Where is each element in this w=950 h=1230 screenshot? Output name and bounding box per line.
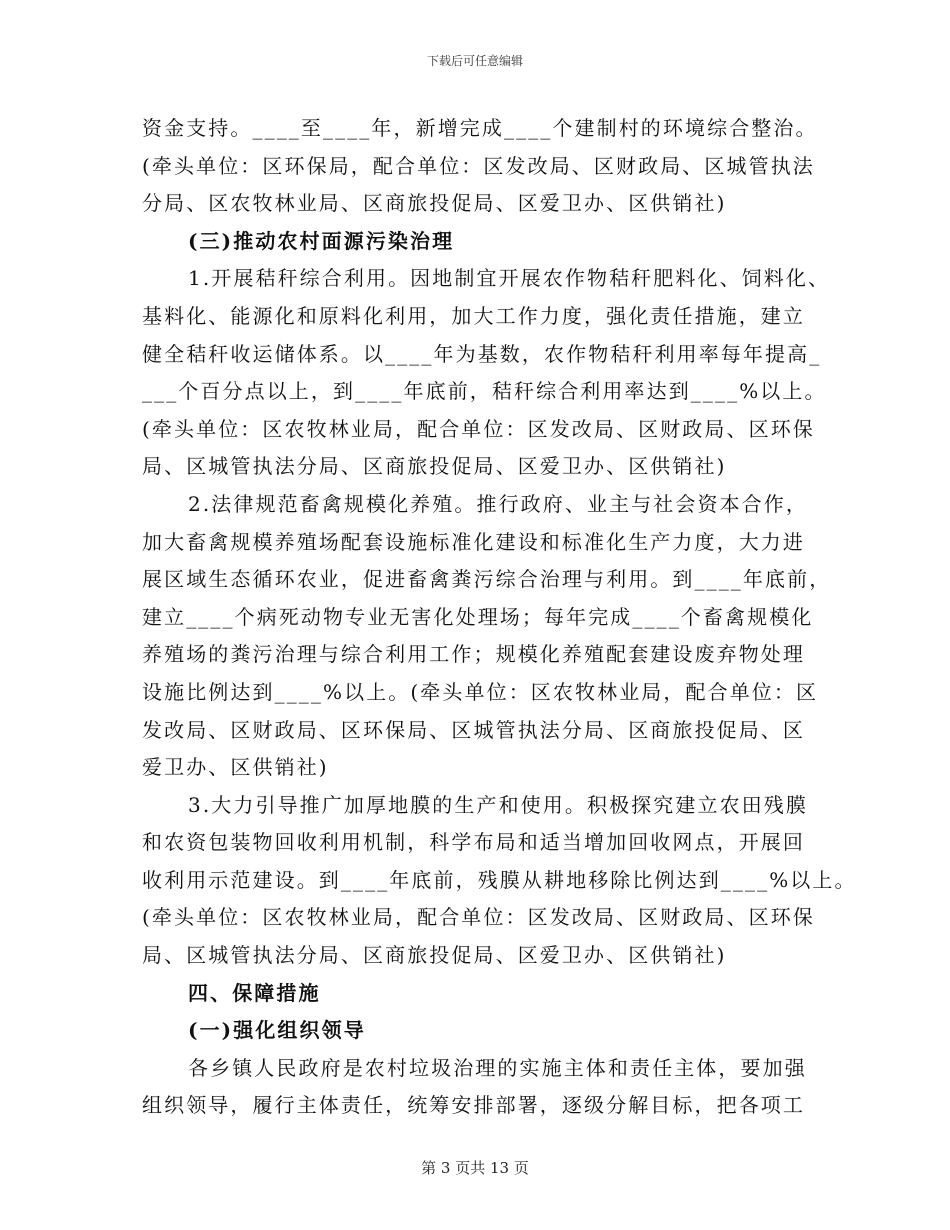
text-line: 3.大力引导推广加厚地膜的生产和使用。积极探究建立农田残膜: [188, 792, 808, 817]
text-line: 局、区城管执法分局、区商旅投促局、区爱卫办、区供销社): [142, 454, 727, 479]
text-line: ___个百分点以上，到____年底前，秸秆综合利用率达到____%以上。: [142, 379, 827, 404]
text-line: (牵头单位：区农牧林业局，配合单位：区发改局、区财政局、区环保: [142, 416, 815, 441]
section-heading: 四、保障措施: [188, 980, 321, 1005]
text-line: 组织领导，履行主体责任，统筹安排部署，逐级分解目标，把各项工: [142, 1093, 805, 1118]
document-body: [142, 110, 857, 1125]
text-line: 展区域生态循环农业，促进畜禽粪污综合治理与利用。到____年底前，: [142, 567, 832, 592]
text-line: (牵头单位：区环保局，配合单位：区发改局、区财政局、区城管执法: [142, 153, 815, 178]
page-footer: 第 3 页共 13 页: [421, 1159, 529, 1177]
text-line: 收利用示范建设。到____年底前，残膜从耕地移除比例达到____%以上。: [142, 867, 857, 892]
section-heading: (三)推动农村面源污染治理: [188, 228, 455, 253]
text-line: 发改局、区财政局、区环保局、区城管执法分局、区商旅投促局、区: [142, 717, 805, 742]
text-line: 基料化、能源化和原料化利用，加大工作力度，强化责任措施，建立: [142, 303, 805, 328]
text-line: 爱卫办、区供销社): [142, 755, 329, 780]
text-line: 2.法律规范畜禽规模化养殖。推行政府、业主与社会资本合作，: [188, 491, 808, 516]
page-header: 下载后可任意编辑: [426, 54, 523, 68]
text-line: 分局、区农牧林业局、区商旅投促局、区爱卫办、区供销社): [142, 191, 727, 216]
text-line: 健全秸秆收运储体系。以____年为基数，农作物秸秆利用率每年提高_: [142, 341, 822, 366]
text-line: 加大畜禽规模养殖场配套设施标准化建设和标准化生产力度，大力进: [142, 529, 805, 554]
text-line: (牵头单位：区农牧林业局，配合单位：区发改局、区财政局、区环保: [142, 905, 815, 930]
text-line: 设施比例达到____%以上。(牵头单位：区农牧林业局，配合单位：区: [142, 679, 819, 704]
text-line: 和农资包装物回收利用机制，科学布局和适当增加回收网点，开展回: [142, 830, 805, 855]
subsection-heading: (一)强化组织领导: [188, 1018, 366, 1043]
text-line: 局、区城管执法分局、区商旅投促局、区爱卫办、区供销社): [142, 943, 727, 968]
text-line: 各乡镇人民政府是农村垃圾治理的实施主体和责任主体，要加强: [188, 1055, 807, 1080]
text-line: 建立____个病死动物专业无害化处理场；每年完成____个畜禽规模化: [142, 604, 814, 629]
text-line: 1.开展秸秆综合利用。因地制宜开展农作物秸秆肥料化、饲料化、: [188, 266, 831, 291]
text-line: 资金支持。____至____年，新增完成____个建制村的环境综合整治。: [142, 116, 818, 140]
text-line: 养殖场的粪污治理与综合利用工作；规模化养殖配套建设废弃物处理: [142, 642, 805, 667]
